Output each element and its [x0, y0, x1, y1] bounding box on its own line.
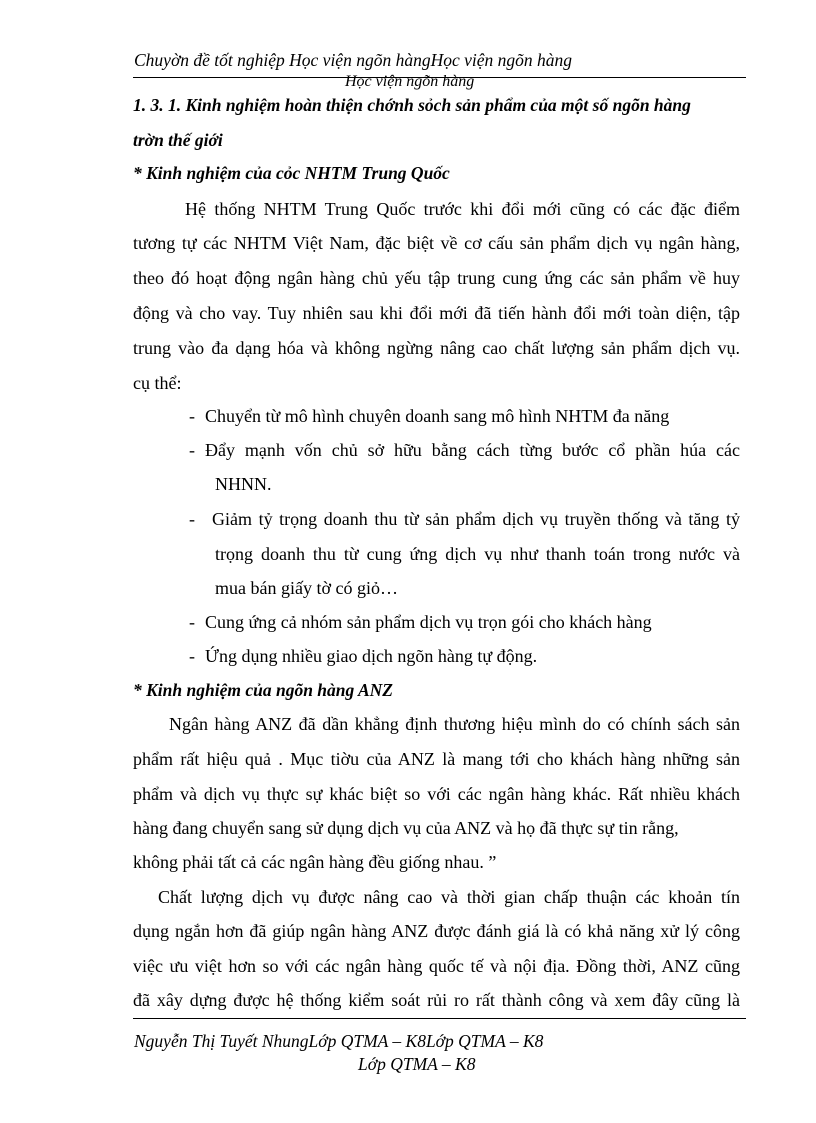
- anz-paragraph-line: phẩm và dịch vụ thực sự khác biệt so với các ngân hàng khác. Rất nhiều khách: [133, 784, 740, 804]
- anz-paragraph-line: không phải tất cả các ngân hàng đều giống nhau. ”: [133, 852, 497, 872]
- china-paragraph-line: Hệ thống NHTM Trung Quốc trước khi đổi mới cũng có các đặc điểm: [185, 199, 740, 219]
- bullet-item: Ứng dụng nhiều giao dịch ngõn hàng tự động.: [205, 646, 538, 666]
- header-title: Chuyờn đề tốt nghiệp Học viện ngõn hàngHọc viện ngõn hàng: [134, 50, 573, 70]
- bullet-marker: -: [189, 509, 195, 529]
- bullet-item: Cung ứng cả nhóm sản phẩm dịch vụ trọn gói cho khách hàng: [205, 612, 652, 632]
- bullet-item-continuation: trọng doanh thu từ cung ứng dịch vụ như thanh toán trong nước và: [215, 544, 740, 564]
- bullet-item-continuation: mua bán giấy tờ có giỏ…: [215, 578, 398, 598]
- footer-author: Nguyễn Thị Tuyết NhungLớp QTMA – K8Lớp QTMA – K8: [134, 1031, 544, 1051]
- anz-paragraph-line: Ngân hàng ANZ đã dần khẳng định thương hiệu mình do có chính sách sản: [169, 714, 740, 734]
- bullet-item: Đẩy mạnh vốn chủ sở hữu bằng cách từng bước cổ phần húa các: [205, 440, 740, 460]
- footer-class: Lớp QTMA – K8: [358, 1054, 476, 1074]
- bullet-marker: -: [189, 612, 195, 632]
- bullet-item: Chuyển từ mô hình chuyên doanh sang mô hình NHTM đa năng: [205, 406, 670, 426]
- china-paragraph-line: cụ thể:: [133, 373, 182, 393]
- footer-divider: [133, 1018, 746, 1019]
- bullet-marker: -: [189, 406, 195, 426]
- anz-paragraph-line: phẩm rất hiệu quả . Mục tiờu của ANZ là mang tới cho khách hàng những sản: [133, 749, 740, 769]
- bullet-item-continuation: NHNN.: [215, 474, 272, 494]
- section-title-line-2: trờn thế giới: [133, 130, 223, 150]
- bullet-item: Giảm tỷ trọng doanh thu từ sản phẩm dịch vụ truyền thống và tăng tỷ: [212, 509, 740, 529]
- anz-paragraph-line: đã xây dựng được hệ thống kiểm soát rủi ro rất thành công và xem đây cũng là: [133, 990, 740, 1010]
- china-paragraph-line: theo đó hoạt động ngân hàng chủ yếu tập trung cung ứng các sản phẩm về huy: [133, 268, 740, 288]
- anz-heading: * Kinh nghiệm của ngõn hàng ANZ: [133, 680, 393, 700]
- bullet-marker: -: [189, 646, 195, 666]
- anz-paragraph-line: hàng đang chuyển sang sử dụng dịch vụ của ANZ và họ đã thực sự tin rằng,: [133, 818, 679, 838]
- anz-paragraph-line: Chất lượng dịch vụ được nâng cao và thời gian chấp thuận các khoản tín: [158, 887, 740, 907]
- header-subtitle: Học viện ngõn hàng: [345, 73, 475, 90]
- china-paragraph-line: động và cho vay. Tuy nhiên sau khi đổi mới đã tiến hành đổi mới toàn diện, tập: [133, 303, 740, 323]
- anz-paragraph-line: việc ưu việt hơn so với các ngân hàng quốc tế và nội địa. Đồng thời, ANZ cũng: [133, 956, 740, 976]
- china-heading: * Kinh nghiệm của cỏc NHTM Trung Quốc: [133, 163, 450, 183]
- china-paragraph-line: tương tự các NHTM Việt Nam, đặc biệt về cơ cấu sản phẩm dịch vụ ngân hàng,: [133, 233, 740, 253]
- section-title-line-1: 1. 3. 1. Kinh nghiệm hoàn thiện chớnh sỏch sản phẩm của một số ngõn hàng: [133, 95, 691, 115]
- bullet-marker: -: [189, 440, 195, 460]
- china-paragraph-line: trung vào đa dạng hóa và không ngừng nâng cao chất lượng sản phẩm dịch vụ.: [133, 338, 740, 358]
- anz-paragraph-line: dụng ngắn hơn đã giúp ngân hàng ANZ được đánh giá là có khả năng xử lý công: [133, 921, 740, 941]
